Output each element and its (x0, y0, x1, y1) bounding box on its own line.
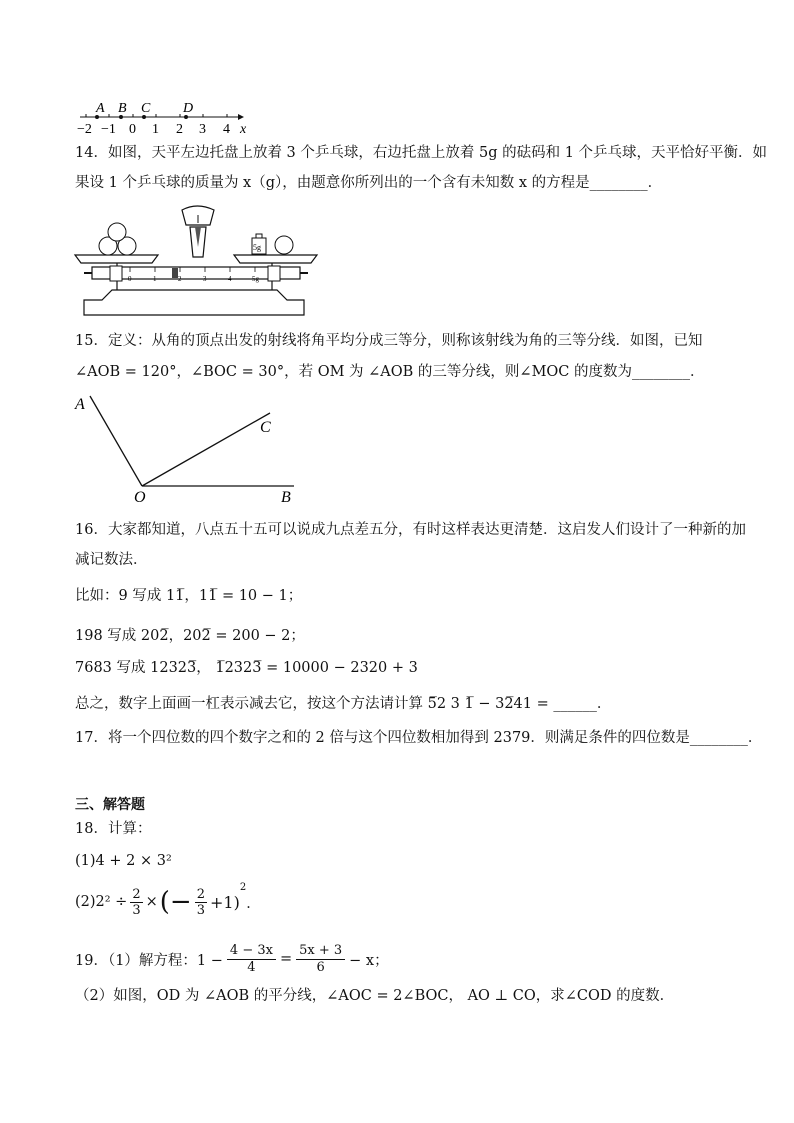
tick-label: 4 (223, 122, 230, 137)
fraction-numerator: 2 (196, 886, 205, 902)
tick-label: 1 (152, 122, 159, 137)
scale-tick: 1 (153, 275, 157, 283)
fraction-denominator: 6 (316, 959, 325, 975)
number-line-arrow (238, 114, 244, 120)
q16-summary: 总之，数字上面画一杠表示减去它，按这个方法请计算 5̅2 3 1̅ − 32̅41 = ______． (75, 696, 612, 712)
tick-label: 0 (129, 122, 136, 137)
point-b-label: B (118, 101, 127, 116)
label-a: A (75, 396, 85, 413)
q16-line-1: 16．大家都知道，八点五十五可以说成九点差五分，有时这样表达更清楚．这启发人们设计了一种新的加 (75, 522, 746, 538)
fraction (296, 943, 345, 976)
q16-example-3: 7683 写成 12323̅， 1̅2323̅ = 10000 − 2320 + 3 (75, 660, 418, 676)
scale-tick: 2 (178, 275, 182, 283)
fraction-numerator: 4 − 3x (227, 943, 276, 960)
fraction-denominator: 4 (247, 959, 256, 975)
tick-label: 3 (199, 122, 206, 137)
balance-scale-figure (72, 205, 322, 320)
q19-prefix: 19．（1）解方程：1 − (75, 952, 223, 969)
q14-line-2: 果设 1 个乒乓球的质量为 x（g），由题意你所列出的一个含有未知数 x 的方程是________． (75, 175, 663, 191)
fraction (130, 887, 142, 918)
ping-pong-ball-icon (275, 236, 293, 254)
label-b: B (281, 489, 291, 506)
q16-example-1: 比如：9 写成 11̅，11̅ = 10 − 1； (75, 588, 303, 604)
scale-tick: 4 (228, 275, 232, 283)
weight-label: 5g (253, 243, 261, 252)
ray-oc (142, 413, 270, 486)
label-c: C (260, 419, 271, 436)
left-pan (75, 255, 158, 263)
axis-label: x (240, 122, 247, 137)
fraction-numerator: 5x + 3 (296, 943, 345, 960)
q14-line-1: 14．如图，天平左边托盘上放着 3 个乒乓球，右边托盘上放着 5g 的砝码和 1 个乒乓球，天平恰好平衡．如 (75, 145, 768, 161)
q16-line-2: 减记数法． (75, 552, 148, 568)
section-title: 三、解答题 (75, 797, 145, 813)
q16-example-2: 198 写成 202̅，202̅ = 200 − 2； (75, 628, 305, 644)
ping-pong-ball-icon (108, 223, 126, 241)
q19-part-1 (75, 940, 389, 978)
q15-line-1: 15．定义：从角的顶点出发的射线将角平均分成三等分，则称该射线为角的三等分线．如图，已知 (75, 333, 703, 349)
ray-oa (90, 396, 142, 486)
scale-base (84, 290, 304, 315)
scale-tick: 5g (252, 275, 259, 283)
point-d-label: D (183, 101, 194, 116)
fraction-denominator: 3 (196, 902, 205, 918)
fraction-denominator: 3 (132, 902, 141, 918)
open-paren: (− (159, 887, 192, 917)
tick-label: −1 (101, 122, 116, 137)
label-o: O (134, 489, 146, 506)
number-line (72, 95, 262, 137)
scale-tick: 3 (203, 275, 207, 283)
times-sign: × (145, 894, 158, 910)
fraction (195, 887, 207, 918)
angle-figure (72, 390, 302, 506)
q17-line: 17．将一个四位数的四个数字之和的 2 倍与这个四位数相加得到 2379．则满足条件的四位数是________． (75, 730, 763, 746)
fraction (227, 943, 276, 976)
q19-tail: − x； (349, 952, 389, 969)
period: ． (246, 895, 261, 912)
q15-line-2: ∠AOB = 120°，∠BOC = 30°，若 OM 为 ∠AOB 的三等分线，则∠MOC 的度数为________． (75, 364, 705, 380)
q18-title: 18．计算： (75, 821, 152, 837)
exponent: 2 (239, 882, 247, 893)
q18-p2-prefix: (2)2² ÷ (75, 894, 128, 910)
q18-part-2 (75, 880, 261, 924)
tick-label: 2 (176, 122, 183, 137)
q19-part-2: （2）如图，OD 为 ∠AOB 的平分线，∠AOC = 2∠BOC， AO ⊥ CO，求∠COD 的度数． (75, 988, 675, 1004)
point-c-label: C (141, 101, 151, 116)
fraction-numerator: 2 (132, 886, 141, 902)
tick-label: −2 (77, 122, 92, 137)
point-a-label: A (96, 101, 105, 116)
paren-tail: +1) (210, 892, 240, 912)
scale-tick: 0 (128, 275, 132, 283)
q18-part-1: (1)4 + 2 × 3² (75, 853, 172, 869)
equals-sign: = (279, 951, 293, 967)
right-pan (234, 255, 317, 263)
